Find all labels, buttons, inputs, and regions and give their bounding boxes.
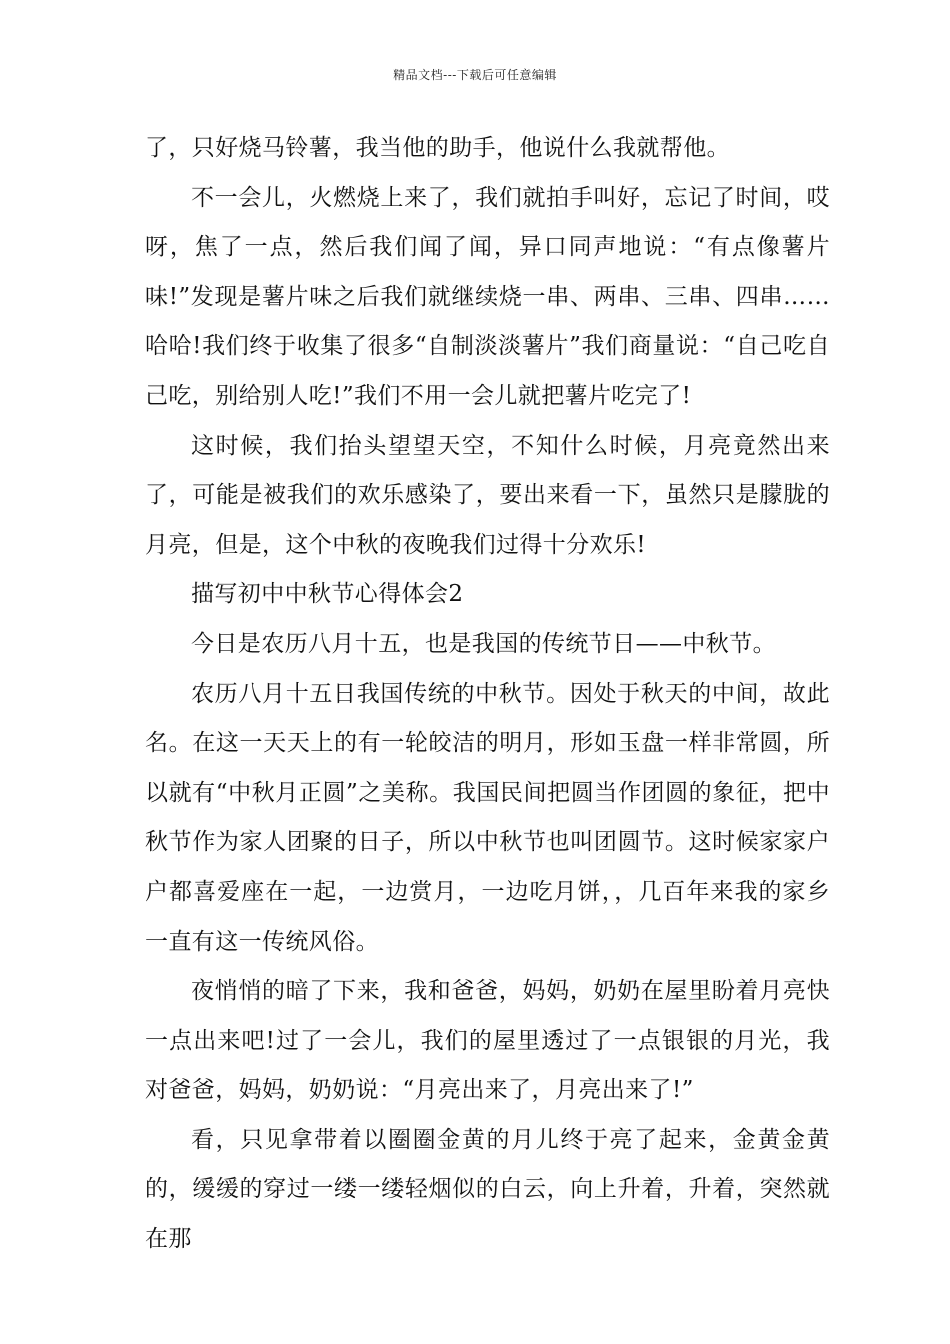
section-heading: 描写初中中秋节心得体会2: [191, 581, 464, 608]
document-body: [145, 124, 830, 1265]
paragraph-fire: 不一会儿，火燃烧上来了，我们就拍手叫好，忘记了时间，哎呀，焦了一点，然后我们闻了闻，异口同声地说：“有点像薯片味!”发现是薯片味之后我们就继续烧一串、两串、三串、四串……哈哈!我们终于收集了很多“自制淡淡薯片”我们商量说：“自己吃自己吃，别给别人吃!”我们不用一会儿就把薯片吃完了!: [145, 184, 830, 409]
paragraph-moon-appears: 这时候，我们抬头望望天空，不知什么时候，月亮竟然出来了，可能是被我们的欢乐感染了，要出来看一下，虽然只是朦胧的月亮，但是，这个中秋的夜晚我们过得十分欢乐!: [145, 432, 830, 558]
page-header: 精品文档---下载后可任意编辑: [393, 68, 557, 82]
paragraph-intro: 今日是农历八月十五，也是我国的传统节日——中秋节。: [191, 630, 776, 657]
paragraph-night: 夜悄悄的暗了下来，我和爸爸，妈妈，奶奶在屋里盼着月亮快一点出来吧!过了一会儿，我们的屋里透过了一点银银的月光，我对爸爸，妈妈，奶奶说：“月亮出来了，月亮出来了!”: [145, 978, 830, 1104]
paragraph-continuation: 了，只好烧马铃薯，我当他的助手，他说什么我就帮他。: [145, 135, 730, 161]
paragraph-look: 看，只见拿带着以圈圈金黄的月儿终于亮了起来，金黄金黄的，缓缓的穿过一缕一缕轻烟似的白云，向上升着，升着，突然就在那: [145, 1126, 830, 1253]
paragraph-festival-origin: 农历八月十五日我国传统的中秋节。因处于秋天的中间，故此名。在这一天天上的有一轮皎洁的明月，形如玉盘一样非常圆，所以就有“中秋月正圆”之美称。我国民间把圆当作团圆的象征，把中秋节作为家人团聚的日子，所以中秋节也叫团圆节。这时候家家户户都喜爱座在一起，一边赏月，一边吃月饼，，几百年来我的家乡一直有这一传统风俗。: [145, 680, 830, 955]
